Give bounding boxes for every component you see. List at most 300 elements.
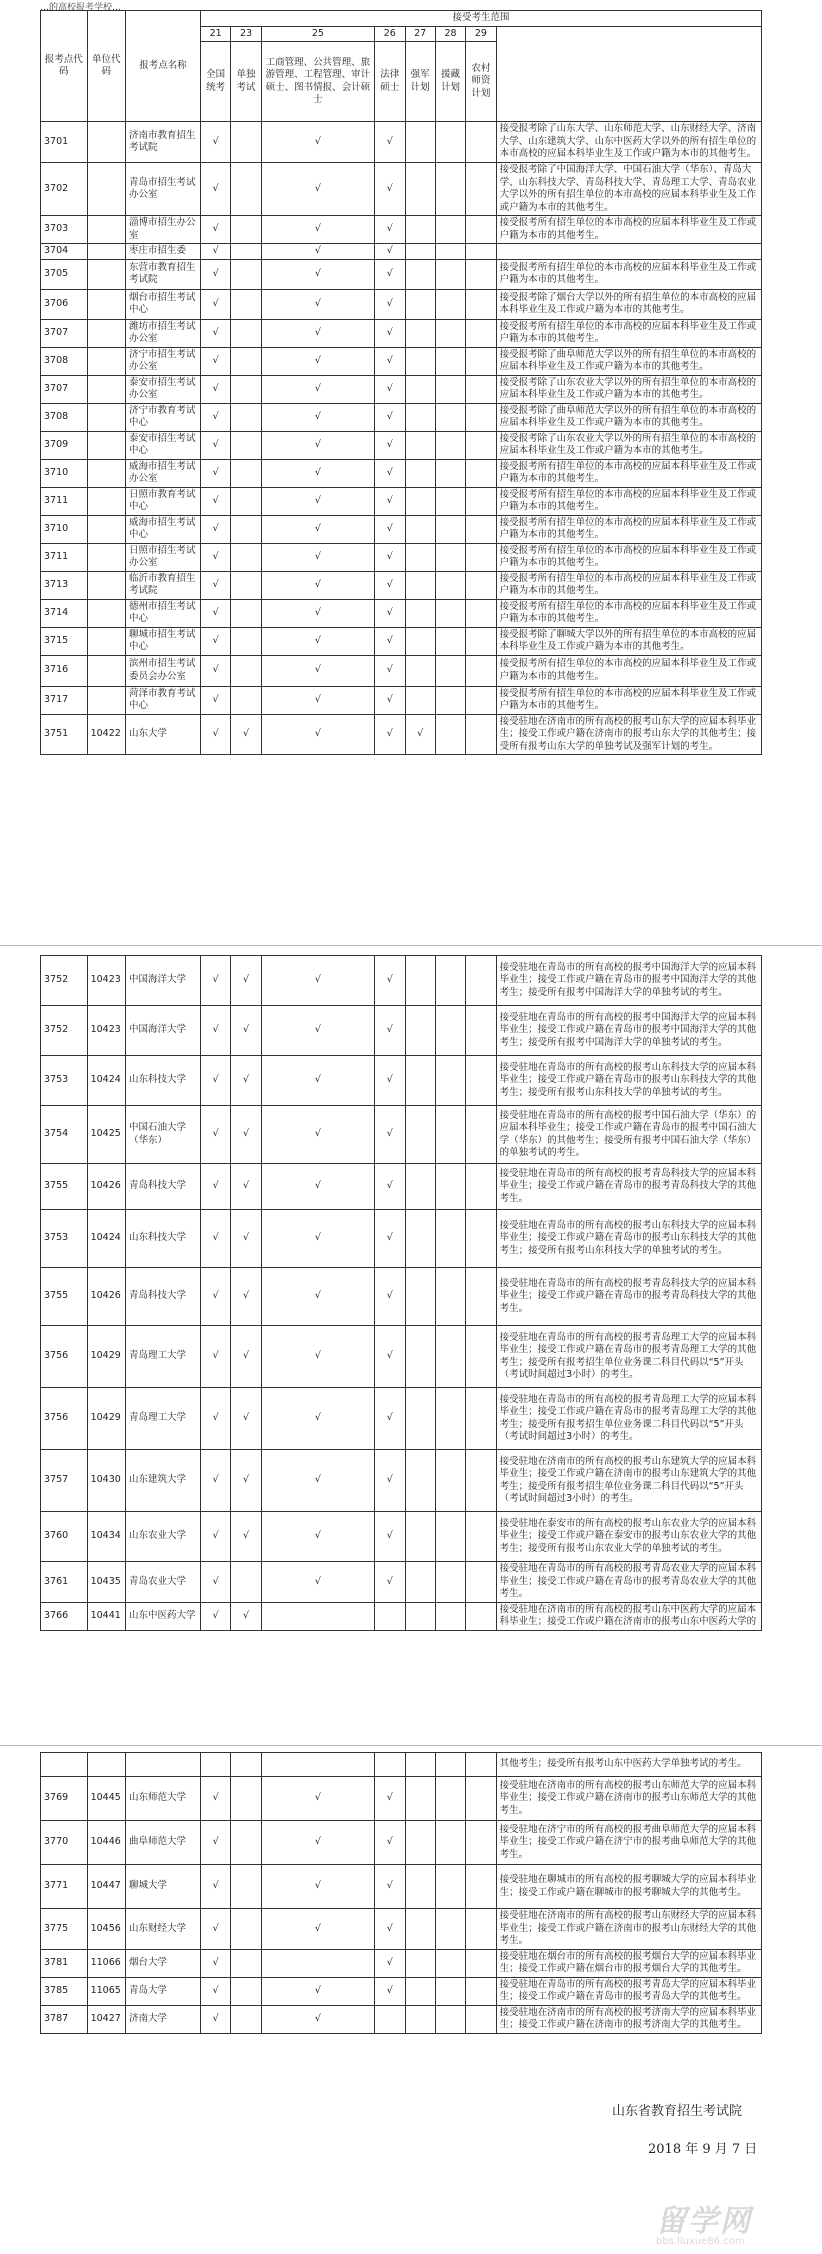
scope-description-cell: 接受报考除了聊城大学以外的所有招生单位的本市高校的应届本科毕业生及工作或户籍为本市的其他考生。	[496, 627, 761, 655]
check-cell	[375, 375, 405, 403]
check-cell	[435, 1777, 465, 1821]
scope-description-cell: 接受报考所有招生单位的本市高校的应届本科毕业生及工作或户籍为本市的其他考生。	[496, 459, 761, 487]
watermark-sub: bbs.liuxue86.com	[656, 2236, 745, 2247]
check-cell	[405, 1326, 435, 1388]
site-name-cell: 泰安市招生考试中心	[126, 431, 201, 459]
check-cell	[200, 1210, 230, 1268]
check-cell	[261, 1006, 374, 1056]
table-row	[41, 1949, 762, 1977]
check-cell	[231, 956, 261, 1006]
check-cell	[261, 1210, 374, 1268]
site-code-cell: 3716	[41, 655, 88, 686]
check-cell	[435, 244, 465, 260]
scope-description-cell	[496, 244, 761, 260]
checkmark-icon: √	[314, 550, 321, 562]
check-cell	[405, 1977, 435, 2005]
check-cell	[200, 289, 230, 319]
check-cell	[261, 1450, 374, 1512]
check-cell	[200, 655, 230, 686]
table-row	[41, 459, 762, 487]
header-col-label: 援藏计划	[435, 42, 465, 122]
scope-description-cell: 接受驻地在济南市的所有高校的报考山东师范大学的应届本科毕业生；接受工作或户籍在济南市的报考山东师范大学的其他考生。	[496, 1777, 761, 1821]
checkmark-icon: √	[212, 466, 219, 478]
unit-code-cell	[87, 487, 125, 515]
check-cell	[435, 259, 465, 289]
table-row	[41, 122, 762, 163]
check-cell	[261, 244, 374, 260]
check-cell	[200, 1450, 230, 1512]
checkmark-icon: √	[386, 1880, 393, 1892]
check-cell	[200, 1326, 230, 1388]
check-cell	[466, 686, 496, 714]
site-code-cell: 3707	[41, 375, 88, 403]
checkmark-icon: √	[212, 1350, 219, 1362]
table-row	[41, 515, 762, 543]
check-cell	[200, 956, 230, 1006]
check-cell	[231, 1268, 261, 1326]
checkmark-icon: √	[212, 297, 219, 309]
check-cell	[231, 2005, 261, 2033]
check-cell	[435, 403, 465, 431]
header-scope: 接受考生范围	[200, 11, 761, 27]
checkmark-icon: √	[386, 1350, 393, 1362]
check-cell	[435, 571, 465, 599]
check-cell	[405, 515, 435, 543]
check-cell	[375, 403, 405, 431]
check-cell	[466, 1164, 496, 1210]
check-cell	[200, 259, 230, 289]
check-cell	[435, 1512, 465, 1562]
checkmark-icon: √	[243, 1350, 250, 1362]
check-cell	[405, 956, 435, 1006]
check-cell	[435, 459, 465, 487]
checkmark-icon: √	[314, 1530, 321, 1542]
unit-code-cell	[87, 259, 125, 289]
scope-description-cell: 接受报考所有招生单位的本市高校的应届本科毕业生及工作或户籍为本市的其他考生。	[496, 216, 761, 244]
check-cell	[375, 714, 405, 755]
unit-code-cell	[87, 403, 125, 431]
table-row	[41, 431, 762, 459]
footer-date: 2018 年 9 月 7 日	[648, 2142, 758, 2157]
check-cell	[405, 459, 435, 487]
site-code-cell: 3713	[41, 571, 88, 599]
checkmark-icon: √	[212, 522, 219, 534]
check-cell	[231, 1977, 261, 2005]
check-cell	[375, 1388, 405, 1450]
table-row	[41, 403, 762, 431]
check-cell	[261, 122, 374, 163]
checkmark-icon: √	[314, 1180, 321, 1192]
site-code-cell: 3785	[41, 1977, 88, 2005]
check-cell	[200, 375, 230, 403]
check-cell	[466, 1056, 496, 1106]
check-cell	[466, 244, 496, 260]
site-code-cell: 3705	[41, 259, 88, 289]
check-cell	[261, 1512, 374, 1562]
site-name-cell: 中国海洋大学	[126, 956, 201, 1006]
check-cell	[435, 1268, 465, 1326]
checkmark-icon: √	[386, 1474, 393, 1486]
checkmark-icon: √	[314, 578, 321, 590]
check-cell	[375, 244, 405, 260]
check-cell	[231, 216, 261, 244]
checkmark-icon: √	[314, 1474, 321, 1486]
scope-description-cell: 接受报考除了山东大学、山东师范大学、山东财经大学、济南大学、山东建筑大学、山东中医药大学以外的所有招生单位的本市高校的应届本科毕业生及工作或户籍为本市的其他考生。	[496, 122, 761, 163]
site-code-cell: 3757	[41, 1450, 88, 1512]
checkmark-icon: √	[212, 326, 219, 338]
table-row	[41, 1753, 762, 1777]
table-row	[41, 1164, 762, 1210]
checkmark-icon: √	[243, 1232, 250, 1244]
page-divider	[0, 1745, 822, 1746]
header-col-label: 法律硕士	[375, 42, 405, 122]
check-cell	[375, 289, 405, 319]
unit-code-cell	[87, 459, 125, 487]
site-code-cell: 3701	[41, 122, 88, 163]
scope-description-cell: 接受驻地在青岛市的所有高校的报考青岛农业大学的应届本科毕业生；接受工作或户籍在青岛市的报考青岛农业大学的其他考生。	[496, 1562, 761, 1603]
check-cell	[261, 627, 374, 655]
check-cell	[435, 1753, 465, 1777]
unit-code-cell	[87, 163, 125, 216]
check-cell	[231, 403, 261, 431]
site-name-cell: 临沂市教育招生考试院	[126, 571, 201, 599]
check-cell	[375, 686, 405, 714]
check-cell	[375, 487, 405, 515]
checkmark-icon: √	[314, 974, 321, 986]
check-cell	[435, 1106, 465, 1164]
check-cell	[375, 1562, 405, 1603]
scope-description-cell: 接受驻地在青岛市的所有高校的报考中国石油大学（华东）的应届本科毕业生；接受工作或户籍在青岛市的报考中国石油大学（华东）的其他考生；接受所有报考中国石油大学（华东）的单独考试的考生。	[496, 1106, 761, 1164]
table-row	[41, 216, 762, 244]
check-cell	[466, 1326, 496, 1388]
check-cell	[375, 1268, 405, 1326]
check-cell	[231, 289, 261, 319]
checkmark-icon: √	[212, 1792, 219, 1804]
checkmark-icon: √	[314, 1074, 321, 1086]
unit-code-cell: 10430	[87, 1450, 125, 1512]
check-cell	[261, 956, 374, 1006]
checkmark-icon: √	[243, 1180, 250, 1192]
site-name-cell: 山东大学	[126, 714, 201, 755]
check-cell	[231, 1164, 261, 1210]
check-cell	[405, 1602, 435, 1630]
checkmark-icon: √	[212, 267, 219, 279]
check-cell	[405, 655, 435, 686]
header-col-label: 农村师资计划	[466, 42, 496, 122]
check-cell	[261, 1388, 374, 1450]
checkmark-icon: √	[212, 1024, 219, 1036]
unit-code-cell	[87, 122, 125, 163]
site-name-cell: 中国石油大学（华东）	[126, 1106, 201, 1164]
check-cell	[200, 1602, 230, 1630]
scope-description-cell: 接受驻地在济南市的所有高校的报考济南大学的应届本科毕业生；接受工作或户籍在济南市的报考济南大学的其他考生。	[496, 2005, 761, 2033]
check-cell	[261, 403, 374, 431]
check-cell	[200, 1777, 230, 1821]
checkmark-icon: √	[212, 223, 219, 235]
unit-code-cell: 10441	[87, 1602, 125, 1630]
header-col-label: 全国统考	[200, 42, 230, 122]
table-body-1	[41, 122, 762, 755]
checkmark-icon: √	[386, 223, 393, 235]
check-cell	[435, 1164, 465, 1210]
site-code-cell: 3755	[41, 1164, 88, 1210]
check-cell	[466, 1753, 496, 1777]
check-cell	[405, 1210, 435, 1268]
exam-site-table-part-1	[40, 10, 762, 755]
table-row	[41, 319, 762, 347]
scope-description-cell: 接受驻地在济南市的所有高校的报考山东财经大学的应届本科毕业生；接受工作或户籍在济南市的报考山东财经大学的其他考生。	[496, 1909, 761, 1950]
table-row	[41, 543, 762, 571]
check-cell	[375, 2005, 405, 2033]
checkmark-icon: √	[212, 494, 219, 506]
site-name-cell: 山东中医药大学	[126, 1602, 201, 1630]
check-cell	[231, 571, 261, 599]
check-cell	[405, 1512, 435, 1562]
check-cell	[375, 1909, 405, 1950]
check-cell	[466, 1562, 496, 1603]
site-code-cell	[41, 1753, 88, 1777]
check-cell	[405, 714, 435, 755]
check-cell	[375, 347, 405, 375]
check-cell	[261, 1753, 374, 1777]
check-cell	[435, 347, 465, 375]
site-code-cell: 3754	[41, 1106, 88, 1164]
check-cell	[466, 289, 496, 319]
site-name-cell: 济宁市招生考试办公室	[126, 347, 201, 375]
watermark-main: 留学网	[656, 2204, 752, 2239]
check-cell	[231, 655, 261, 686]
check-cell	[200, 1562, 230, 1603]
checkmark-icon: √	[243, 1412, 250, 1424]
site-code-cell: 3756	[41, 1326, 88, 1388]
check-cell	[375, 627, 405, 655]
check-cell	[466, 714, 496, 755]
site-name-cell: 潍坊市招生考试办公室	[126, 319, 201, 347]
checkmark-icon: √	[386, 245, 393, 256]
site-code-cell: 3760	[41, 1512, 88, 1562]
check-cell	[435, 1949, 465, 1977]
checkmark-icon: √	[212, 1074, 219, 1086]
check-cell	[405, 686, 435, 714]
site-name-cell: 青岛科技大学	[126, 1164, 201, 1210]
site-code-cell: 3717	[41, 686, 88, 714]
check-cell	[261, 599, 374, 627]
check-cell	[261, 1326, 374, 1388]
table-row	[41, 1268, 762, 1326]
checkmark-icon: √	[386, 1232, 393, 1244]
unit-code-cell: 10434	[87, 1512, 125, 1562]
table-row	[41, 1210, 762, 1268]
checkmark-icon: √	[243, 974, 250, 986]
check-cell	[435, 487, 465, 515]
table-row	[41, 599, 762, 627]
check-cell	[231, 1006, 261, 1056]
check-cell	[375, 571, 405, 599]
check-cell	[200, 1388, 230, 1450]
check-cell	[435, 1602, 465, 1630]
checkmark-icon: √	[314, 1984, 321, 1996]
check-cell	[466, 1602, 496, 1630]
site-name-cell: 淄博市招生办公室	[126, 216, 201, 244]
table-row	[41, 1056, 762, 1106]
checkmark-icon: √	[212, 728, 219, 739]
checkmark-icon: √	[386, 606, 393, 618]
checkmark-icon: √	[386, 522, 393, 534]
checkmark-icon: √	[212, 1836, 219, 1848]
check-cell	[261, 1602, 374, 1630]
check-cell	[261, 714, 374, 755]
checkmark-icon: √	[212, 1290, 219, 1302]
table-row	[41, 571, 762, 599]
checkmark-icon: √	[212, 634, 219, 646]
check-cell	[200, 1006, 230, 1056]
check-cell	[435, 686, 465, 714]
scope-description-cell: 接受报考所有招生单位的本市高校的应届本科毕业生及工作或户籍为本市的其他考生。	[496, 686, 761, 714]
site-name-cell: 枣庄市招生委	[126, 244, 201, 260]
site-name-cell: 山东农业大学	[126, 1512, 201, 1562]
scope-description-cell: 接受报考所有招生单位的本市高校的应届本科毕业生及工作或户籍为本市的其他考生。	[496, 655, 761, 686]
check-cell	[375, 1777, 405, 1821]
checkmark-icon: √	[386, 578, 393, 590]
check-cell	[435, 289, 465, 319]
check-cell	[405, 627, 435, 655]
unit-code-cell	[87, 686, 125, 714]
check-cell	[261, 216, 374, 244]
table-row	[41, 2005, 762, 2033]
site-code-cell: 3708	[41, 403, 88, 431]
check-cell	[231, 1909, 261, 1950]
table-row	[41, 956, 762, 1006]
site-name-cell	[126, 1753, 201, 1777]
scope-description-cell: 其他考生；接受所有报考山东中医药大学单独考试的考生。	[496, 1753, 761, 1777]
checkmark-icon: √	[386, 1128, 393, 1140]
check-cell	[405, 599, 435, 627]
checkmark-icon: √	[212, 1232, 219, 1244]
table-row	[41, 1821, 762, 1865]
unit-code-cell: 11066	[87, 1949, 125, 1977]
checkmark-icon: √	[243, 1609, 250, 1621]
unit-code-cell	[87, 244, 125, 260]
exam-site-table-part-2	[40, 955, 762, 1631]
checkmark-icon: √	[243, 1290, 250, 1302]
unit-code-cell: 10446	[87, 1821, 125, 1865]
check-cell	[375, 319, 405, 347]
checkmark-icon: √	[386, 382, 393, 394]
table-row	[41, 1562, 762, 1603]
unit-code-cell: 10445	[87, 1777, 125, 1821]
checkmark-icon: √	[212, 664, 219, 676]
site-name-cell: 东营市教育招生考试院	[126, 259, 201, 289]
checkmark-icon: √	[386, 1984, 393, 1996]
checkmark-icon: √	[386, 135, 393, 147]
check-cell	[435, 1821, 465, 1865]
unit-code-cell: 10429	[87, 1388, 125, 1450]
checkmark-icon: √	[314, 522, 321, 534]
check-cell	[405, 1753, 435, 1777]
checkmark-icon: √	[243, 1474, 250, 1486]
check-cell	[261, 319, 374, 347]
check-cell	[200, 487, 230, 515]
check-cell	[435, 1562, 465, 1603]
table-row	[41, 627, 762, 655]
check-cell	[466, 1268, 496, 1326]
check-cell	[435, 431, 465, 459]
unit-code-cell: 10424	[87, 1210, 125, 1268]
checkmark-icon: √	[212, 2012, 219, 2024]
check-cell	[200, 515, 230, 543]
unit-code-cell	[87, 571, 125, 599]
checkmark-icon: √	[314, 1880, 321, 1892]
check-cell	[261, 571, 374, 599]
check-cell	[466, 1210, 496, 1268]
checkmark-icon: √	[243, 1530, 250, 1542]
check-cell	[405, 1909, 435, 1950]
checkmark-icon: √	[386, 326, 393, 338]
check-cell	[405, 244, 435, 260]
site-code-cell: 3710	[41, 515, 88, 543]
check-cell	[405, 259, 435, 289]
check-cell	[375, 599, 405, 627]
table-row	[41, 1512, 762, 1562]
check-cell	[435, 714, 465, 755]
unit-code-cell: 10422	[87, 714, 125, 755]
check-cell	[435, 1450, 465, 1512]
header-name: 报考点名称	[126, 11, 201, 122]
check-cell	[435, 543, 465, 571]
check-cell	[375, 1164, 405, 1210]
site-code-cell: 3771	[41, 1865, 88, 1909]
check-cell	[435, 163, 465, 216]
check-cell	[375, 122, 405, 163]
table-row	[41, 1106, 762, 1164]
scope-description-cell: 接受驻地在青岛市的所有高校的报考山东科技大学的应届本科毕业生；接受工作或户籍在青岛市的报考山东科技大学的其他考生；接受所有报考山东科技大学的单独考试的考生。	[496, 1056, 761, 1106]
check-cell	[261, 347, 374, 375]
check-cell	[261, 163, 374, 216]
check-cell	[375, 1450, 405, 1512]
scope-description-cell: 接受驻地在烟台市的所有高校的报考烟台大学的应届本科毕业生；接受工作或户籍在烟台市的报考烟台大学的其他考生。	[496, 1949, 761, 1977]
check-cell	[200, 543, 230, 571]
checkmark-icon: √	[314, 382, 321, 394]
table-row	[41, 289, 762, 319]
checkmark-icon: √	[386, 182, 393, 194]
site-name-cell: 济宁市教育考试中心	[126, 403, 201, 431]
check-cell	[466, 1450, 496, 1512]
checkmark-icon: √	[212, 354, 219, 366]
checkmark-icon: √	[386, 1290, 393, 1302]
checkmark-icon: √	[386, 1024, 393, 1036]
checkmark-icon: √	[243, 1074, 250, 1086]
check-cell	[261, 1909, 374, 1950]
checkmark-icon: √	[212, 578, 219, 590]
check-cell	[375, 1977, 405, 2005]
site-name-cell: 德州市招生考试中心	[126, 599, 201, 627]
checkmark-icon: √	[314, 1922, 321, 1934]
check-cell	[435, 1056, 465, 1106]
check-cell	[466, 487, 496, 515]
checkmark-icon: √	[314, 245, 321, 256]
site-code-cell: 3766	[41, 1602, 88, 1630]
check-cell	[435, 655, 465, 686]
scope-description-cell: 接受报考除了中国海洋大学、中国石油大学（华东）、青岛大学、山东科技大学、青岛科技大学、青岛理工大学、青岛农业大学以外的所有招生单位的本市高校的应届本科毕业生及工作或户籍为本市的其他考生。	[496, 163, 761, 216]
site-code-cell: 3753	[41, 1056, 88, 1106]
table-row	[41, 714, 762, 755]
checkmark-icon: √	[386, 693, 393, 705]
site-name-cell: 烟台市招生考试中心	[126, 289, 201, 319]
check-cell	[405, 122, 435, 163]
check-cell	[261, 515, 374, 543]
check-cell	[435, 375, 465, 403]
header-unit: 单位代码	[87, 11, 125, 122]
